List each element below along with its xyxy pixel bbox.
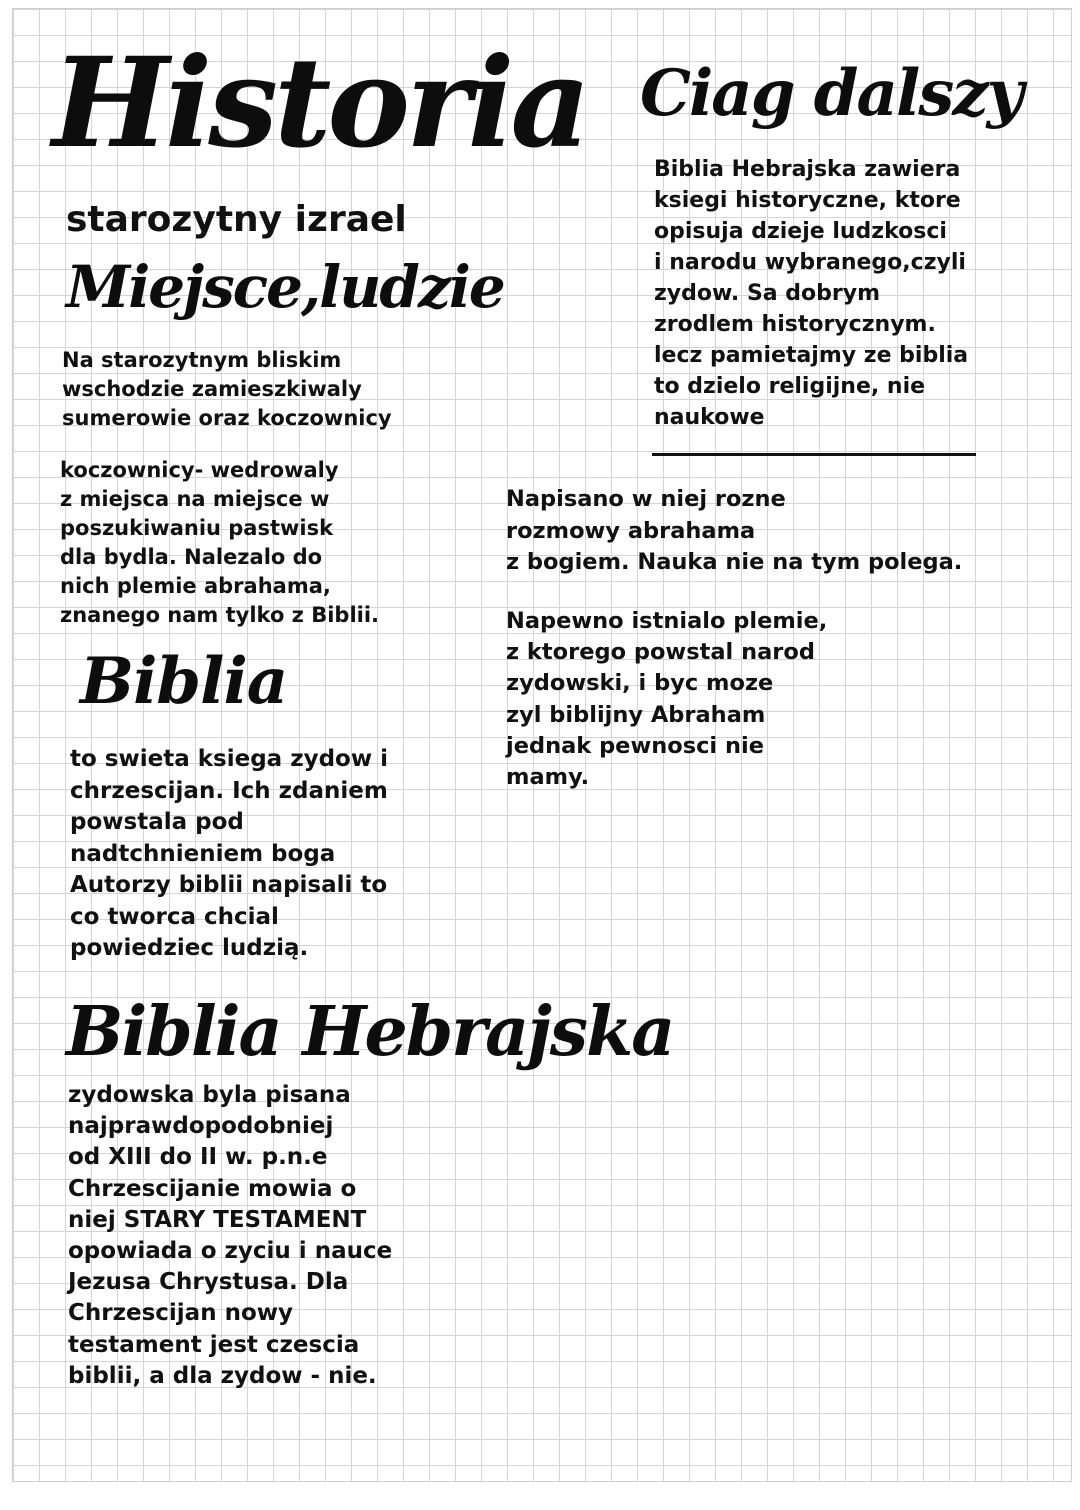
paragraph-plemie: Napewno istnialo plemie, z ktorego powstal narod zydowski, i byc moze zyl biblijny Abraham jednak pewnosci nie mamy. xyxy=(506,608,828,791)
paragraph-rozmowy: Napisano w niej rozne rozmowy abrahama z bogiem. Nauka nie na tym polega. xyxy=(506,486,963,575)
page-title: Historia xyxy=(52,31,587,176)
paragraph-biblia-hebrajska: zydowska byla pisana najprawdopodobniej od XIII do II w. p.n.e Chrzescijanie mowia o niej STARY TESTAMENT opowiada o zyciu i nauce Jezusa Chrystusa. Dla Chrzescijan nowy testament jest czescia biblii, a dla zydow - nie. xyxy=(68,1082,393,1389)
heading-biblia-hebrajska: Biblia Hebrajska xyxy=(66,992,674,1072)
heading-miejsce-ludzie: Miejsce,ludzie xyxy=(66,253,504,321)
page-subtitle: starozytny izrael xyxy=(66,199,407,240)
heading-biblia: Biblia xyxy=(80,644,288,719)
heading-ciag-dalszy: Ciag dalszy xyxy=(640,56,1022,131)
paragraph-koczownicy: koczownicy- wedrowaly z miejsca na miejsce w poszukiwaniu pastwisk dla bydla. Nalezalo do nich plemie abrahama, znanego nam tylko z Biblii. xyxy=(60,458,380,627)
paragraph-miejsce-intro: Na starozytnym bliskim wschodzie zamieszkiwaly sumerowie oraz koczownicy xyxy=(62,348,392,430)
divider-line xyxy=(652,453,976,456)
paragraph-ciag-dalszy: Biblia Hebrajska zawiera ksiegi historyczne, ktore opisuja dzieje ludzkosci i narodu wybranego,czyli zydow. Sa dobrym zrodlem historycznym. lecz pamietajmy ze biblia to dzielo religijne, nie naukowe xyxy=(654,157,969,430)
paragraph-biblia: to swieta ksiega zydow i chrzescijan. Ich zdaniem powstala pod nadtchnieniem boga Autorzy biblii napisali to co tworca chcial powiedziec ludzią. xyxy=(70,746,388,961)
